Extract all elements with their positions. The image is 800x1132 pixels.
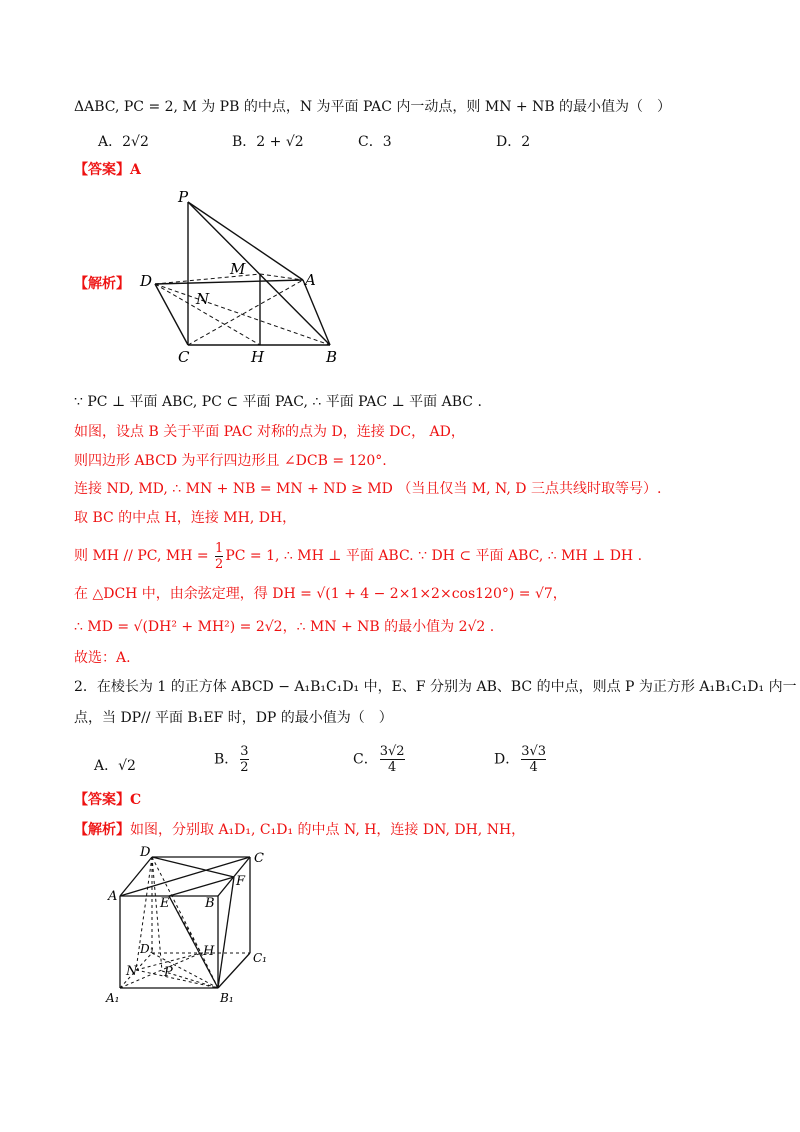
q1-stem: ΔABC, PC = 2, M 为 PB 的中点，N 为平面 PAC 内一动点，则 MN + NB 的最小值为（ ） [74, 99, 672, 115]
q1-solution-line-6 [74, 540, 642, 572]
frac-den: 4 [380, 759, 405, 775]
label-c1: C₁ [253, 951, 267, 965]
q1-line6-pre: 则 MH // PC, MH = [74, 548, 214, 564]
q2-cube-figure [100, 843, 285, 1015]
q1-option-c: C．3 [358, 134, 392, 150]
q1-answer-tag: 【答案】A [74, 162, 141, 178]
frac-num: 3√2 [379, 744, 405, 759]
q1-solution-line-8: ∴ MD = √(DH² + MH²) = 2√2，∴ MN + NB 的最小值为 2√2 . [74, 619, 495, 635]
q2-analysis-tag: 【解析】 [74, 822, 130, 838]
label-b: B [326, 348, 338, 366]
q1-option-b: B．2 + √2 [232, 134, 304, 150]
q1-analysis-tag: 【解析】 [74, 276, 130, 292]
q2-analysis-line [74, 820, 525, 840]
q2-answer-tag: 【答案】C [74, 792, 142, 808]
q2-option-a: A．√2 [94, 758, 136, 774]
label-c: C [254, 851, 264, 866]
q1-solution-line-4: 连接 ND, MD, ∴ MN + NB = MN + ND ≥ MD （当且仅当 M, N, D 三点共线时取等号）. [74, 481, 662, 497]
q2-stem-line-1: 2．在棱长为 1 的正方体 ABCD − A₁B₁C₁D₁ 中，E、F 分别为 AB、BC 的中点，则点 P 为正方形 A₁B₁C₁D₁ 内一 [74, 679, 797, 695]
label-n: N [196, 290, 210, 308]
opt-c-prefix: C． [353, 751, 378, 768]
label-b: B [205, 896, 215, 911]
label-c: C [178, 348, 190, 366]
label-d: D [140, 272, 153, 290]
label-f: F [236, 874, 246, 889]
frac-den: 4 [521, 759, 546, 775]
q1-pyramid-figure [138, 182, 348, 370]
q1-solution-line-1: ∵ PC ⊥ 平面 ABC, PC ⊂ 平面 PAC, ∴ 平面 PAC ⊥ 平面 ABC . [74, 394, 482, 410]
q2-option-d [494, 744, 548, 775]
label-b1: B₁ [220, 991, 234, 1005]
opt-d-fraction [521, 744, 546, 775]
q2-stem-line-2: 点，当 DP// 平面 B₁EF 时，DP 的最小值为（ ） [74, 710, 393, 726]
label-h: H [203, 944, 215, 959]
fraction-half [215, 541, 223, 572]
opt-d-prefix: D． [494, 751, 520, 768]
q1-solution-line-5: 取 BC 的中点 H，连接 MH, DH， [74, 510, 297, 526]
label-p: P [164, 965, 173, 980]
q1-solution-line-3: 则四边形 ABCD 为平行四边形且 ∠DCB = 120°. [74, 453, 387, 469]
label-d1: D₁ [140, 942, 155, 956]
q2-option-c [353, 744, 407, 775]
label-e: E [160, 896, 170, 911]
frac-den: 2 [215, 556, 224, 572]
opt-b-fraction [240, 744, 248, 775]
q1-option-d: D．2 [496, 134, 531, 150]
q2-option-b [214, 744, 251, 775]
label-d: D [140, 845, 151, 860]
q1-solution-line-9: 故选：A. [74, 650, 131, 666]
q1-line6-post: PC = 1, ∴ MH ⊥ 平面 ABC. ∵ DH ⊂ 平面 ABC, ∴ MH ⊥ DH . [225, 548, 643, 564]
frac-den: 2 [240, 760, 249, 775]
label-m: M [230, 260, 246, 278]
frac-num: 3 [240, 744, 249, 759]
label-p: P [178, 188, 189, 206]
opt-b-prefix: B． [214, 751, 239, 768]
q1-solution-line-2: 如图，设点 B 关于平面 PAC 对称的点为 D，连接 DC， AD， [74, 424, 465, 440]
frac-num: 1 [215, 540, 224, 556]
label-a: A [108, 889, 118, 904]
q1-option-a: A．2√2 [98, 134, 149, 150]
q1-solution-line-7: 在 △DCH 中，由余弦定理，得 DH = √(1 + 4 − 2×1×2×cos120°) = √7， [74, 586, 567, 602]
q2-analysis-text: 如图，分别取 A₁D₁, C₁D₁ 的中点 N, H，连接 DN, DH, NH， [130, 822, 526, 838]
label-n: N [126, 964, 138, 979]
frac-num: 3√3 [521, 744, 547, 759]
label-h: H [251, 348, 265, 366]
opt-c-fraction [380, 744, 405, 775]
label-a1: A₁ [106, 991, 120, 1005]
label-a: A [305, 271, 316, 289]
